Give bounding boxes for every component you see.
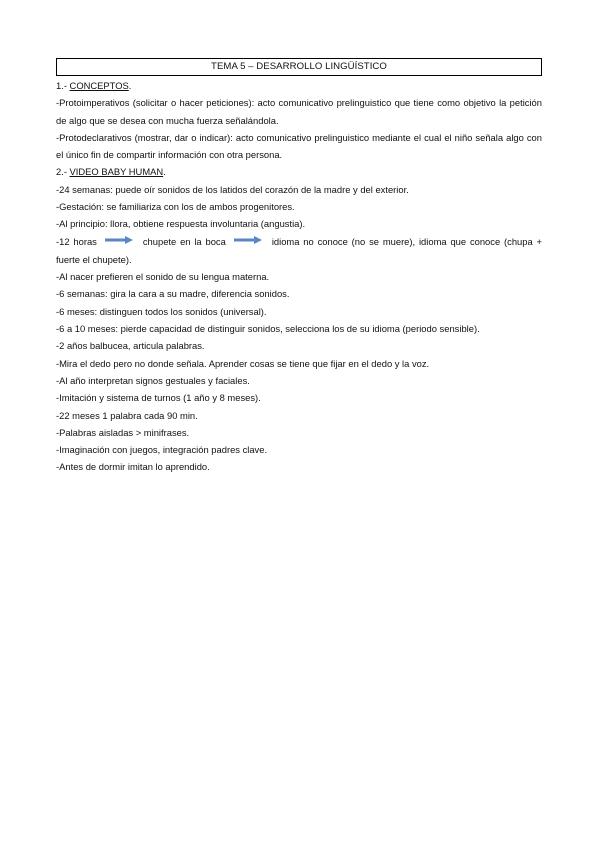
list-item-al-principio: -Al principio: llora, obtiene respuesta involuntaria (angustia). xyxy=(56,218,306,230)
section-1-title: CONCEPTOS xyxy=(69,80,129,91)
document-page xyxy=(56,58,542,476)
list-item-22-meses: -22 meses 1 palabra cada 90 min. xyxy=(56,409,198,421)
list-item-mira-el-dedo: -Mira el dedo pero no donde señala. Aprender cosas se tiene que fijar en el dedo y la voz. xyxy=(56,357,430,369)
list-item-protodeclarativos: -Protodeclarativos (mostrar, dar o indicar): acto comunicativo prelinguistico mediante el cual el niño señala algo con el único fin de compartir información con otra persona. xyxy=(56,131,542,161)
list-item-imitacion: -Imitación y sistema de turnos (1 año y 8 meses). xyxy=(56,392,261,404)
list-item-gestacion: -Gestación: se familiariza con los de ambos progenitores. xyxy=(56,201,295,213)
document-title: TEMA 5 – DESARROLLO LINGÜÍSTICO xyxy=(56,58,542,76)
list-item-6-semanas: -6 semanas: gira la cara a su madre, diferencia sonidos. xyxy=(56,288,290,300)
right-arrow-icon xyxy=(234,232,262,249)
list-item-antes-de-dormir: -Antes de dormir imitan lo aprendido. xyxy=(56,461,210,473)
list-item-imaginacion: -Imaginación con juegos, integración padres clave. xyxy=(56,444,268,456)
list-item-palabras-aisladas: -Palabras aisladas > minifrases. xyxy=(56,426,190,438)
list-item-12-horas xyxy=(56,233,542,268)
list-item-al-ano: -Al año interpretan signos gestuales y faciales. xyxy=(56,374,250,386)
list-item-2-anos: -2 años balbucea, articula palabras. xyxy=(56,340,205,352)
section-1-number: 1.- xyxy=(56,80,70,91)
list-item-6-meses: -6 meses: distinguen todos los sonidos (universal). xyxy=(56,305,267,317)
section-2-heading xyxy=(56,163,542,180)
arrow-line-part-2: chupete en la boca xyxy=(142,235,226,247)
right-arrow-icon xyxy=(105,232,133,249)
list-item-24-semanas: -24 semanas: puede oír sonidos de los latidos del corazón de la madre y del exterior. xyxy=(56,183,409,195)
section-1-trail: . xyxy=(128,80,132,91)
section-2-title: VIDEO BABY HUMAN xyxy=(69,166,164,178)
arrow-line-part-3: idioma no conoce (no se muere), idioma que conoce (chupa + fuerte el chupete). xyxy=(56,235,543,265)
section-2-trail: . xyxy=(163,166,166,178)
list-item-al-nacer: -Al nacer prefieren el sonido de su lengua materna. xyxy=(56,271,270,283)
list-item-protoimperativos: -Protoimperativos (solicitar o hacer peticiones): acto comunicativo prelinguistico que tiene como objetivo la petición de algo que se desea con mucha fuerza señalándola. xyxy=(56,97,542,126)
list-item-6-a-10-meses: -6 a 10 meses: pierde capacidad de distinguir sonidos, selecciona los de su idioma (periodo sensible). xyxy=(56,323,480,335)
section-2-number: 2.- xyxy=(56,166,70,178)
arrow-line-part-1: -12 horas xyxy=(56,235,97,247)
section-1-heading xyxy=(56,77,542,94)
